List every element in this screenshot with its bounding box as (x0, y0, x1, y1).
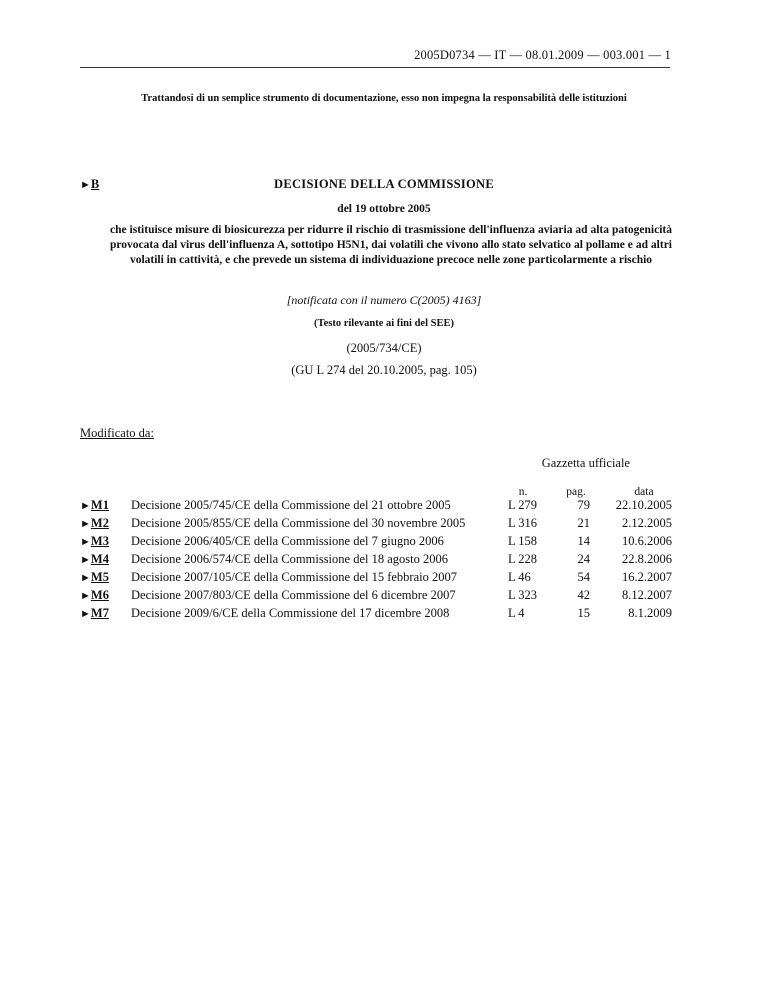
table-row (0, 468, 768, 486)
amendment-marker[interactable]: ►M5 (80, 570, 109, 584)
amendment-date: 8.1.2009 (628, 606, 672, 620)
amendment-description: Decisione 2007/105/CE della Commissione del 15 febbraio 2007 (131, 570, 457, 584)
document-subject: che istituisce misure di biosicurezza per ridurre il rischio di trasmissione dell'influenza aviaria ad alta patogenicità provocata dal virus dell'influenza A, sottotipo H5N1, dai volatili che vivono allo stato selvatico al pollame e ad altri volatili in cattività, e che prevede un sistema di individuazione precoce nelle zone particolarmente a rischio (110, 224, 672, 266)
arrow-icon: ► (80, 179, 91, 191)
amendment-marker[interactable]: ►M6 (80, 588, 109, 602)
notification-number: [notificata con il numero C(2005) 4163] (286, 293, 482, 307)
amendment-oj-number: L 228 (508, 552, 538, 566)
amendment-row (0, 606, 768, 624)
amendment-row (0, 570, 768, 588)
document-date: del 19 ottobre 2005 (337, 203, 431, 215)
gazette-header: Gazzetta ufficiale (541, 456, 630, 470)
amendment-date: 2.12.2005 (622, 516, 672, 530)
official-journal-reference: (GU L 274 del 20.10.2005, pag. 105) (291, 363, 477, 377)
amendment-date: 22.10.2005 (615, 498, 672, 512)
amendment-page: 24 (577, 552, 590, 566)
column-header-date: data (634, 486, 654, 498)
amendment-description: Decisione 2006/405/CE della Commissione del 7 giugno 2006 (131, 534, 444, 548)
amendment-page: 14 (577, 534, 590, 548)
amendment-marker[interactable]: ►M3 (80, 534, 109, 548)
amendment-description: Decisione 2005/855/CE della Commissione del 30 novembre 2005 (131, 516, 466, 530)
amendment-description: Decisione 2005/745/CE della Commissione del 21 ottobre 2005 (131, 498, 451, 512)
amendment-page: 15 (577, 606, 590, 620)
document-reference: (2005/734/CE) (346, 341, 422, 355)
amendment-date: 10.6.2006 (622, 534, 672, 548)
base-act-code[interactable]: B (90, 177, 100, 191)
amendment-page: 21 (577, 516, 590, 530)
amendment-marker[interactable]: ►M1 (80, 498, 109, 512)
amendment-row (0, 552, 768, 570)
amendment-page: 79 (577, 498, 590, 512)
amended-by-label: Modificato da: (80, 426, 154, 440)
arrow-icon: ► (80, 554, 91, 566)
amendment-row (0, 516, 768, 534)
amendment-page: 54 (577, 570, 590, 584)
amendment-oj-number: L 4 (508, 606, 525, 620)
amendment-row (0, 498, 768, 516)
amendment-description: Decisione 2007/803/CE della Commissione del 6 dicembre 2007 (131, 588, 456, 602)
arrow-icon: ► (80, 608, 91, 620)
document-header-code: 2005D0734 — IT — 08.01.2009 — 003.001 — 1 (414, 48, 671, 62)
amendment-marker[interactable]: ►M7 (80, 606, 109, 620)
amendment-date: 8.12.2007 (622, 588, 672, 602)
document-title: DECISIONE DELLA COMMISSIONE (274, 177, 494, 191)
amendment-row (0, 588, 768, 606)
arrow-icon: ► (80, 518, 91, 530)
arrow-icon: ► (80, 572, 91, 584)
arrow-icon: ► (80, 590, 91, 602)
amendment-marker[interactable]: ►M4 (80, 552, 109, 566)
amendment-page: 42 (577, 588, 590, 602)
column-header-number: n. (518, 486, 528, 498)
header-rule (80, 67, 670, 68)
amendment-oj-number: L 158 (508, 534, 538, 548)
disclaimer: Trattandosi di un semplice strumento di documentazione, esso non impegna la responsabilità delle istituzioni (141, 93, 627, 104)
amendment-oj-number: L 46 (508, 570, 531, 584)
amendment-date: 16.2.2007 (622, 570, 672, 584)
arrow-icon: ► (80, 536, 91, 548)
eea-relevance: (Testo rilevante ai fini del SEE) (314, 318, 454, 329)
amendment-date: 22.8.2006 (622, 552, 672, 566)
arrow-icon: ► (80, 500, 91, 512)
amendment-oj-number: L 279 (508, 498, 538, 512)
amendment-row (0, 534, 768, 552)
column-header-page: pag. (566, 486, 586, 498)
amendment-oj-number: L 316 (508, 516, 538, 530)
amendment-description: Decisione 2006/574/CE della Commissione del 18 agosto 2006 (131, 552, 448, 566)
amendment-oj-number: L 323 (508, 588, 538, 602)
amendment-marker[interactable]: ►M2 (80, 516, 109, 530)
amendment-description: Decisione 2009/6/CE della Commissione del 17 dicembre 2008 (131, 606, 450, 620)
